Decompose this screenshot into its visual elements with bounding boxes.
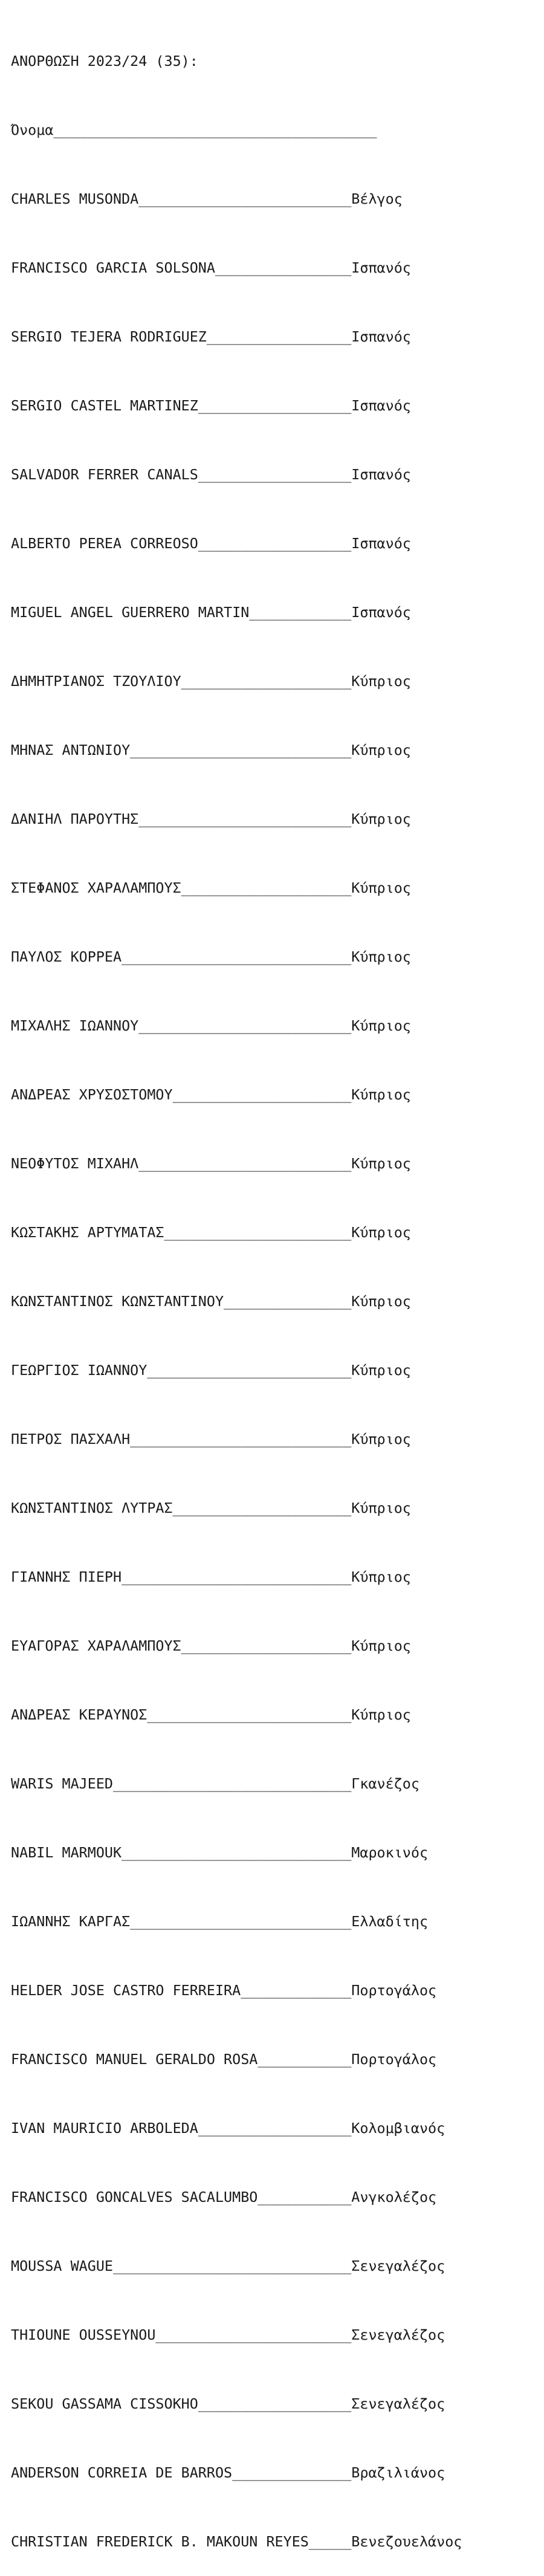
list-item: CHRISTIAN FREDERICK B. MAKOUN REYES_____Βενεζουελάνος — [11, 2533, 462, 2550]
list-item: FRANCISCO MANUEL GERALDO ROSA___________Πορτογάλος — [11, 2051, 437, 2068]
list-item: SERGIO TEJERA RODRIGUEZ_________________Ισπανός — [11, 328, 411, 345]
list-item: SEKOU GASSAMA CISSOKHO__________________Σενεγαλέζος — [11, 2395, 445, 2412]
list-item: ANDERSON CORREIA DE BARROS______________Βραζιλιάνος — [11, 2464, 445, 2481]
list-item: SERGIO CASTEL MARTINEZ__________________Ισπανός — [11, 397, 411, 414]
list-item: ΑΝΔΡΕΑΣ ΚΕΡΑΥΝΟΣ________________________Κύπριος — [11, 1706, 411, 1723]
list-item: MIGUEL ANGEL GUERRERO MARTIN____________Ισπανός — [11, 604, 411, 621]
list-item: SALVADOR FERRER CANALS__________________Ισπανός — [11, 466, 411, 483]
list-item: ΝΕΟΦΥΤΟΣ ΜΙΧΑΗΛ_________________________Κύπριος — [11, 1155, 411, 1172]
list-item: CHARLES MUSONDA_________________________Βέλγος — [11, 190, 403, 207]
list-item: ΔΗΜΗΤΡΙΑΝΟΣ ΤΖΟΥΛΙΟΥ____________________Κύπριος — [11, 673, 411, 690]
list-item: ΓΙΑΝΝΗΣ ΠΙΕΡΗ___________________________Κύπριος — [11, 1568, 411, 1585]
list-item: HELDER JOSE CASTRO FERREIRA_____________Πορτογάλος — [11, 1982, 437, 1999]
list-item: FRANCISCO GONCALVES SACALUMBO___________Ανγκολέζος — [11, 2189, 437, 2205]
list-item: ΚΩΣΤΑΚΗΣ ΑΡΤΥΜΑΤΑΣ______________________Κύπριος — [11, 1224, 411, 1241]
document-heading: ΑΝΟΡΘΩΣΗ 2023/24 (35): — [11, 53, 198, 70]
list-item: ΓΕΩΡΓΙΟΣ ΙΩΑΝΝΟΥ________________________Κύπριος — [11, 1362, 411, 1379]
list-item: FRANCISCO GARCIA SOLSONA________________Ισπανός — [11, 259, 411, 276]
list-item: ΚΩΝΣΤΑΝΤΙΝΟΣ ΚΩΝΣΤΑΝΤΙΝΟΥ_______________Κύπριος — [11, 1293, 411, 1310]
list-item: ΕΥΑΓΟΡΑΣ ΧΑΡΑΛΑΜΠΟΥΣ____________________Κύπριος — [11, 1637, 411, 1654]
list-item: MOUSSA WAGUE____________________________Σενεγαλέζος — [11, 2257, 445, 2274]
list-item: ΔΑΝΙΗΛ ΠΑΡΟΥΤΗΣ_________________________Κύπριος — [11, 811, 411, 827]
player-list-document — [11, 4, 543, 2576]
column-header: Όνομα______________________________________ — [11, 121, 377, 138]
list-item: ΜΙΧΑΛΗΣ ΙΩΑΝΝΟΥ_________________________Κύπριος — [11, 1017, 411, 1034]
list-item: THIOUNE OUSSEYNOU_______________________Σενεγαλέζος — [11, 2326, 445, 2343]
list-item: NABIL MARMOUK___________________________Μαροκινός — [11, 1844, 429, 1861]
list-item: ΜΗΝΑΣ ΑΝΤΩΝΙΟΥ__________________________Κύπριος — [11, 742, 411, 759]
list-item: ΣΤΕΦΑΝΟΣ ΧΑΡΑΛΑΜΠΟΥΣ____________________Κύπριος — [11, 879, 411, 896]
list-item: ΠΑΥΛΟΣ ΚΟΡΡΕΑ___________________________Κύπριος — [11, 948, 411, 965]
list-item: ΠΕΤΡΟΣ ΠΑΣΧΑΛΗ__________________________Κύπριος — [11, 1431, 411, 1448]
list-item: ΙΩΑΝΝΗΣ ΚΑΡΓΑΣ__________________________Ελλαδίτης — [11, 1913, 429, 1930]
list-item: ALBERTO PEREA CORREOSO__________________Ισπανός — [11, 535, 411, 552]
list-item: WARIS MAJEED____________________________Γκανέζος — [11, 1775, 419, 1792]
list-item: ΚΩΝΣΤΑΝΤΙΝΟΣ ΛΥΤΡΑΣ_____________________Κύπριος — [11, 1500, 411, 1516]
list-item: IVAN MAURICIO ARBOLEDA__________________Κολομβιανός — [11, 2120, 445, 2137]
list-item: ΑΝΔΡΕΑΣ ΧΡΥΣΟΣΤΟΜΟΥ_____________________Κύπριος — [11, 1086, 411, 1103]
